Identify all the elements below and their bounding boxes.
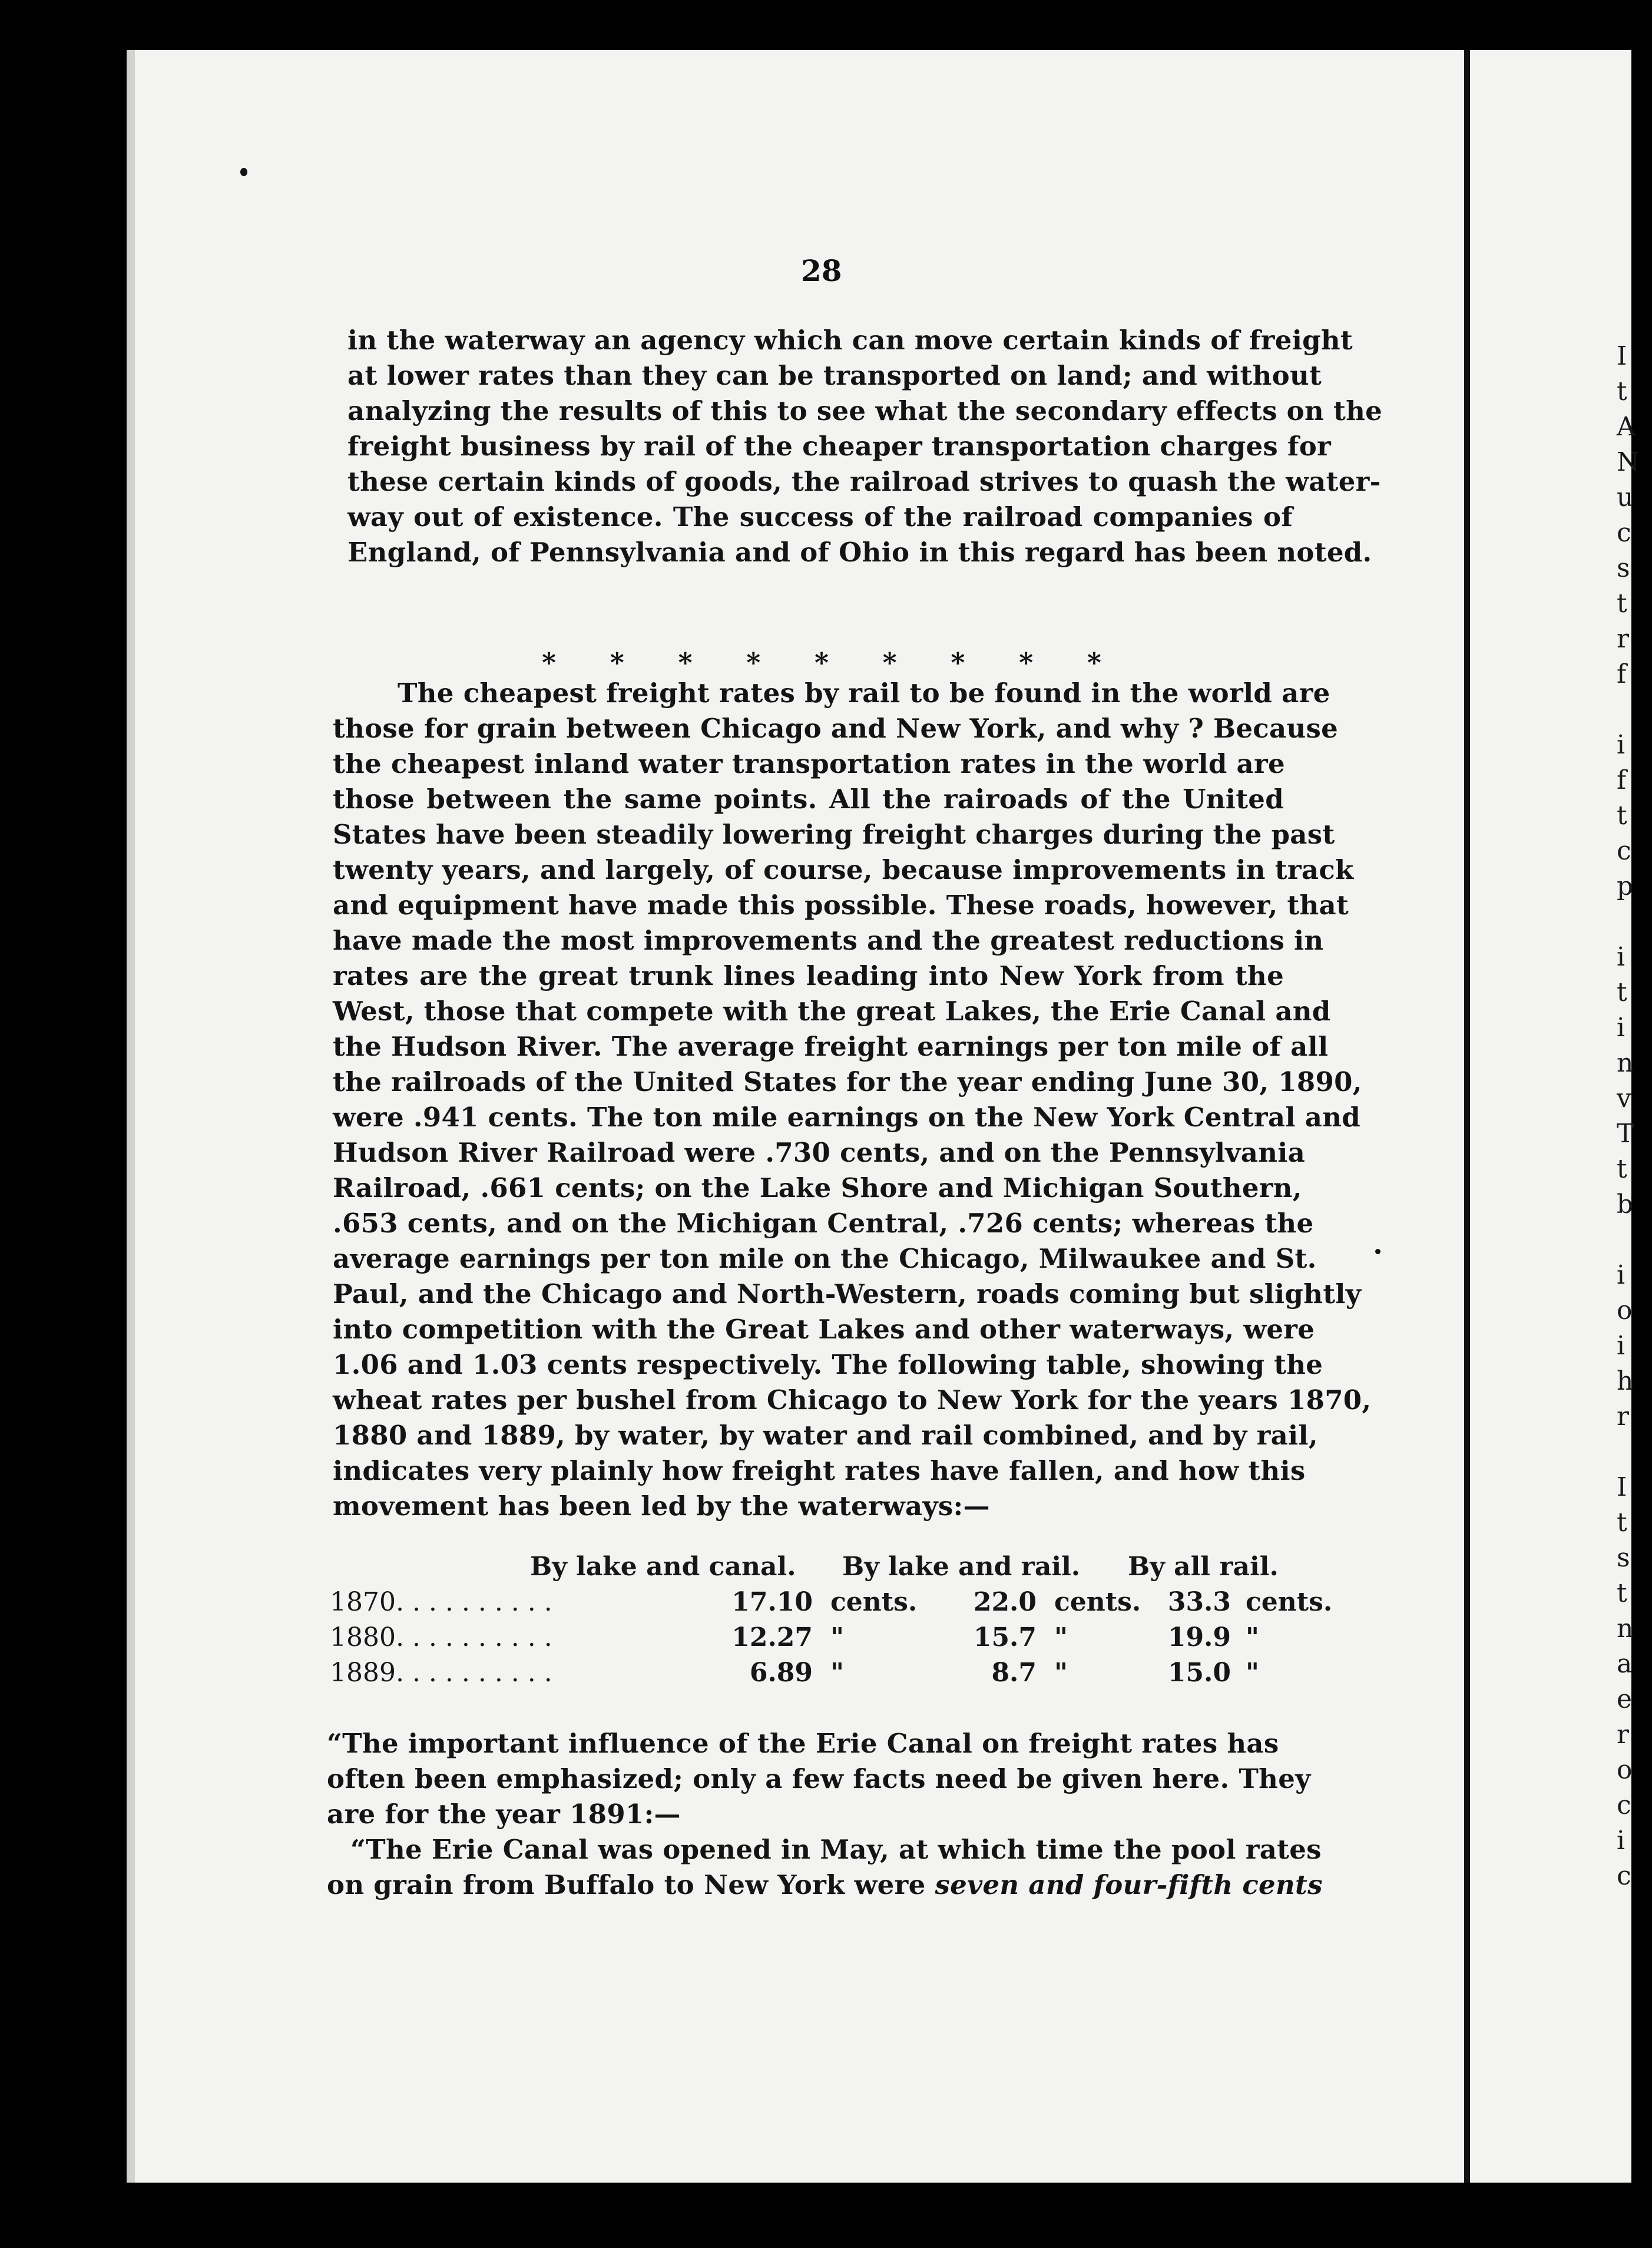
lake-rail-unit: " — [1054, 1622, 1068, 1652]
text-line: 1.06 and 1.03 cents respectively. The following table, showing the — [333, 1349, 1323, 1380]
lake-canal-value: 17.10 — [731, 1587, 813, 1617]
paragraph-erie-canal-quote — [327, 1726, 1323, 1903]
facing-page-letter: r — [1617, 624, 1630, 654]
facing-page-letter: c — [1617, 1790, 1631, 1820]
text-line: 1880 and 1889, by water, by water and rail combined, and by rail, — [333, 1420, 1318, 1451]
facing-page-letter: r — [1617, 1401, 1630, 1432]
text-line: wheat rates per bushel from Chicago to New York for the years 1870, — [333, 1384, 1372, 1416]
text-line: “The Erie Canal was opened in May, at which time the pool rates — [350, 1834, 1322, 1865]
text-line: the railroads of the United States for the year ending June 30, 1890, — [333, 1066, 1362, 1097]
facing-page-letter: i — [1617, 1013, 1625, 1043]
facing-page-letter: s — [1617, 553, 1630, 583]
table-row — [330, 1585, 1333, 1620]
table-header-row — [330, 1549, 1284, 1585]
header-all-rail: By all rail. — [1128, 1552, 1279, 1582]
all-rail-value: 19.9 — [1167, 1622, 1231, 1652]
text-line: West, those that compete with the great Lakes, the Erie Canal and — [333, 996, 1331, 1027]
text-line: these certain kinds of goods, the railroad strives to quash the water- — [347, 466, 1381, 497]
facing-page-letter: f — [1617, 765, 1627, 795]
facing-page-letter: e — [1617, 1684, 1633, 1714]
divider-star: * — [542, 647, 557, 679]
facing-page-letter: c — [1617, 518, 1631, 548]
text-line: twenty years, and largely, of course, because improvements in track — [333, 854, 1354, 885]
facing-page-letter: N — [1617, 447, 1640, 477]
facing-page-letter — [1617, 692, 1652, 728]
header-lake-canal: By lake and canal. — [530, 1552, 796, 1582]
facing-page-letter: b — [1617, 1189, 1634, 1219]
section-divider-stars — [542, 647, 1101, 679]
text-italic: seven and four-fifth cents — [935, 1869, 1323, 1900]
text-line: were .941 cents. The ton mile earnings on the New York Central and — [333, 1102, 1360, 1133]
all-rail-unit: " — [1246, 1622, 1259, 1652]
text-line: Railroad, .661 cents; on the Lake Shore and Michigan Southern, — [333, 1172, 1302, 1204]
year-cell: 1889. . . . . . . . . . — [330, 1658, 552, 1688]
paragraph-continuation — [347, 323, 1383, 570]
facing-page-letter: I — [1617, 341, 1627, 371]
facing-page-letter: t — [1617, 1578, 1627, 1608]
facing-page-letter: t — [1617, 376, 1627, 406]
facing-page-letter — [1617, 1222, 1652, 1258]
scan-speck — [1375, 1249, 1380, 1254]
text-line: often been emphasized; only a few facts need be given here. They — [327, 1763, 1311, 1794]
text-line: .653 cents, and on the Michigan Central, .726 cents; whereas the — [333, 1208, 1314, 1239]
text-line: Hudson River Railroad were .730 cents, and on the Pennsylvania — [333, 1137, 1306, 1168]
scan-speck — [240, 168, 247, 176]
text-line: average earnings per ton mile on the Chicago, Milwaukee and St. — [333, 1243, 1317, 1274]
text-line: and equipment have made this possible. These roads, however, that — [333, 890, 1349, 921]
text-line: indicates very plainly how freight rates have fallen, and how this — [333, 1455, 1306, 1486]
facing-page-letter: p — [1617, 871, 1634, 901]
divider-star: * — [882, 647, 897, 679]
lake-canal-unit: cents. — [830, 1587, 918, 1617]
facing-page-letter: t — [1617, 1154, 1627, 1184]
facing-page-letter: i — [1617, 730, 1625, 760]
facing-page-letter: u — [1617, 482, 1634, 513]
text-roman: on grain from Buffalo to New York were — [327, 1869, 935, 1900]
paragraph-freight-rates — [333, 676, 1372, 1524]
text-line: freight business by rail of the cheaper transportation charges for — [347, 431, 1332, 462]
lake-canal-value: 12.27 — [731, 1622, 813, 1652]
all-rail-value: 33.3 — [1167, 1587, 1231, 1617]
text-line: rates are the great trunk lines leading into New York from the — [333, 960, 1284, 991]
lake-canal-unit: " — [830, 1622, 844, 1652]
lake-canal-unit: " — [830, 1658, 844, 1688]
table-row — [330, 1620, 1284, 1655]
divider-star: * — [746, 647, 761, 679]
facing-page-letter: I — [1617, 1472, 1627, 1502]
facing-page-letter: n — [1617, 1048, 1634, 1078]
text-line: “The important influence of the Erie Canal on freight rates has — [327, 1728, 1279, 1759]
facing-page-letter: a — [1617, 1649, 1633, 1679]
facing-page-letter: i — [1617, 1331, 1625, 1361]
book-spine — [1464, 50, 1470, 2183]
lake-rail-value: 15.7 — [973, 1622, 1037, 1652]
page-number: 28 — [801, 253, 842, 288]
facing-page-letter: v — [1617, 1083, 1631, 1113]
facing-page-letter: T — [1617, 1119, 1634, 1149]
facing-page-letter: t — [1617, 977, 1627, 1007]
year-cell: 1870. . . . . . . . . . — [330, 1587, 552, 1617]
text-line: England, of Pennsylvania and of Ohio in this regard has been noted. — [347, 537, 1372, 568]
table-row — [330, 1655, 1284, 1691]
text-line: those between the same points. All the rairoads of the United — [333, 784, 1284, 815]
facing-page-letter: c — [1617, 836, 1631, 866]
wheat-rates-table — [330, 1549, 1333, 1691]
year-cell: 1880. . . . . . . . . . — [330, 1622, 552, 1652]
lake-rail-value: 8.7 — [991, 1658, 1037, 1688]
text-line: analyzing the results of this to see what the secondary effects on the — [347, 395, 1383, 427]
facing-page-letter: t — [1617, 1508, 1627, 1538]
text-line: movement has been led by the waterways:— — [333, 1490, 990, 1522]
facing-page-letter: i — [1617, 942, 1625, 972]
facing-page-letter: A — [1617, 412, 1636, 442]
facing-page-letter: h — [1617, 1366, 1634, 1396]
text-line: The cheapest freight rates by rail to be found in the world are — [398, 677, 1330, 709]
text-line: in the waterway an agency which can move certain kinds of freight — [347, 325, 1353, 356]
facing-page-letter: c — [1617, 1861, 1631, 1891]
facing-page-letter: n — [1617, 1614, 1634, 1644]
all-rail-unit: cents. — [1246, 1587, 1333, 1617]
facing-page-letter — [1617, 1434, 1652, 1470]
lake-canal-value: 6.89 — [749, 1658, 813, 1688]
all-rail-unit: " — [1246, 1658, 1259, 1688]
lake-rail-value: 22.0 — [973, 1587, 1037, 1617]
facing-page-letters — [1617, 339, 1652, 1894]
divider-star: * — [814, 647, 829, 679]
header-lake-rail: By lake and rail. — [842, 1552, 1081, 1582]
facing-page-letter: o — [1617, 1295, 1633, 1325]
divider-star: * — [951, 647, 965, 679]
all-rail-value: 15.0 — [1167, 1658, 1231, 1688]
text-line: are for the year 1891:— — [327, 1799, 681, 1830]
text-line: into competition with the Great Lakes and other waterways, were — [333, 1314, 1315, 1345]
divider-star: * — [678, 647, 693, 679]
text-line — [327, 1867, 1323, 1903]
text-line: at lower rates than they can be transported on land; and without — [347, 360, 1322, 391]
divider-star: * — [1019, 647, 1034, 679]
text-line: Paul, and the Chicago and North-Western, roads coming but slightly — [333, 1278, 1362, 1310]
facing-page-letter: t — [1617, 801, 1627, 831]
facing-page-letter: i — [1617, 1826, 1625, 1856]
lake-rail-unit: cents. — [1054, 1587, 1141, 1617]
facing-page-edge — [1478, 50, 1640, 2183]
facing-page-letter: o — [1617, 1755, 1633, 1785]
facing-page-letter: i — [1617, 1260, 1625, 1290]
text-line: way out of existence. The success of the railroad companies of — [347, 501, 1293, 533]
facing-page-letter: r — [1617, 1720, 1630, 1750]
lake-rail-unit: " — [1054, 1658, 1068, 1688]
divider-star: * — [1087, 647, 1101, 679]
facing-page-letter: s — [1617, 1543, 1630, 1573]
facing-page-letter: f — [1617, 659, 1627, 689]
text-line: those for grain between Chicago and New York, and why ? Because — [333, 713, 1339, 744]
facing-page-letter: t — [1617, 589, 1627, 619]
text-line: have made the most improvements and the greatest reductions in — [333, 925, 1324, 956]
text-line: States have been steadily lowering freight charges during the past — [333, 819, 1335, 850]
text-line: the Hudson River. The average freight earnings per ton mile of all — [333, 1031, 1329, 1062]
facing-page-letter — [1617, 904, 1652, 940]
text-line: the cheapest inland water transportation rates in the world are — [333, 748, 1285, 779]
divider-star: * — [610, 647, 624, 679]
